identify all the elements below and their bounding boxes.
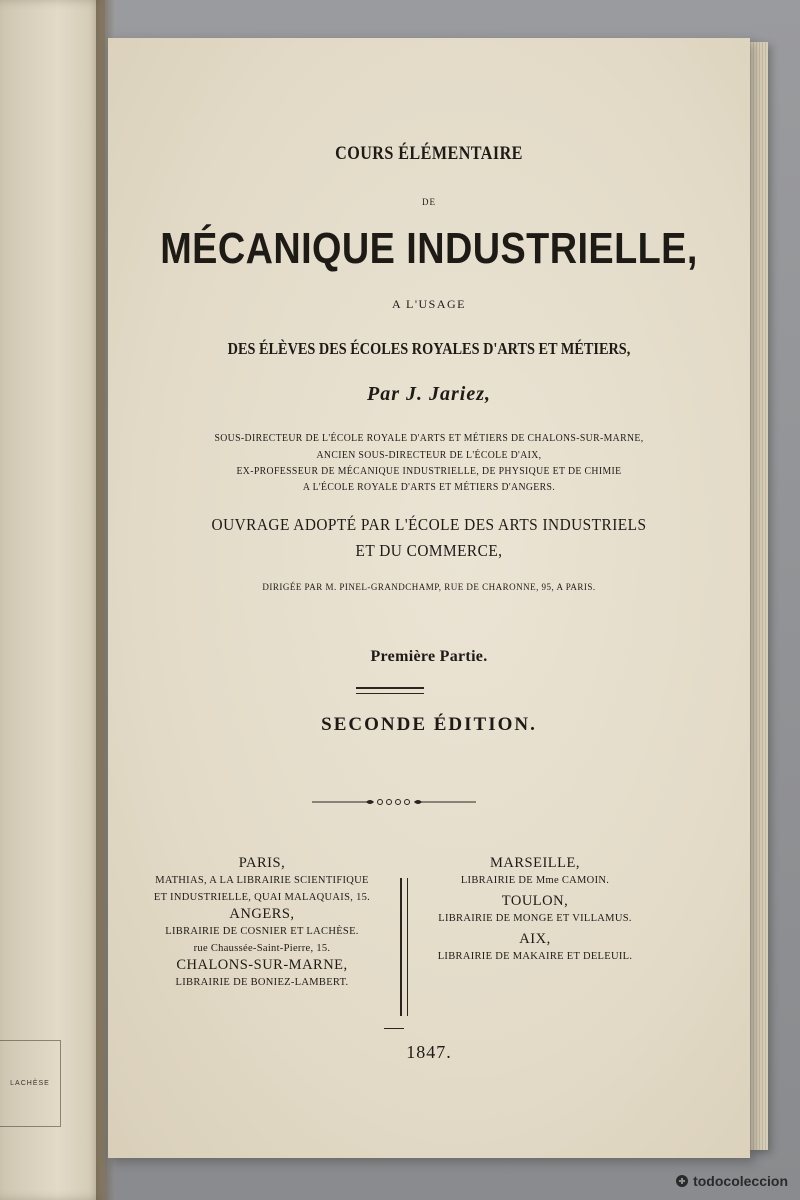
binder-stamp	[0, 1040, 61, 1127]
imprint-left-column	[128, 855, 396, 991]
double-rule-divider	[356, 687, 424, 694]
imprint-city: PARIS,	[238, 855, 286, 871]
imprint-column-divider	[400, 878, 408, 1016]
watermark	[675, 1173, 788, 1189]
author-credential: ANCIEN SOUS-DIRECTEUR DE L'ÉCOLE D'AIX,	[316, 450, 542, 461]
main-title: MÉCANIQUE INDUSTRIELLE,	[160, 224, 698, 273]
imprint-city: CHALONS-SUR-MARNE,	[176, 957, 348, 973]
ornamental-rule	[310, 796, 478, 808]
watermark-text: todocoleccion	[693, 1173, 788, 1189]
imprint-publisher: LIBRAIRIE DE MONGE ET VILLAMUS.	[438, 913, 632, 924]
imprint-city: AIX,	[519, 931, 551, 947]
binder-stamp-text: LACHÈSE	[10, 1080, 50, 1087]
imprint-publisher: LIBRAIRIE DE COSNIER ET LACHÈSE.	[165, 926, 359, 937]
usage-line: A L'USAGE	[392, 297, 466, 311]
page-edges	[748, 42, 768, 1150]
adoption-line-1: OUVRAGE ADOPTÉ PAR L'ÉCOLE DES ARTS INDUSTRIELS	[211, 515, 647, 534]
author-credential: SOUS-DIRECTEUR DE L'ÉCOLE ROYALE D'ARTS ET MÉTIERS DE CHALONS-SUR-MARNE,	[214, 433, 644, 444]
part-label: Première Partie.	[370, 648, 488, 665]
left-page	[0, 0, 105, 1200]
imprint-publisher: ET INDUSTRIELLE, QUAI MALAQUAIS, 15.	[153, 892, 371, 903]
edition-label: SECONDE ÉDITION.	[321, 714, 537, 735]
imprint-address: rue Chaussée-Saint-Pierre, 15.	[193, 943, 331, 954]
imprint-right-column	[410, 855, 660, 965]
imprint-city: TOULON,	[501, 893, 569, 909]
author-line: Par J. Jariez,	[367, 383, 491, 405]
direction-line: DIRIGÉE PAR M. PINEL-GRANDCHAMP, RUE DE CHARONNE, 95, A PARIS.	[262, 583, 596, 593]
imprint-publisher: MATHIAS, A LA LIBRAIRIE SCIENTIFIQUE	[155, 875, 369, 886]
author-credential: EX-PROFESSEUR DE MÉCANIQUE INDUSTRIELLE, DE PHYSIQUE ET DE CHIMIE	[236, 466, 622, 477]
show-through-text	[8, 575, 88, 598]
imprint-city: MARSEILLE,	[490, 855, 580, 871]
imprint-publisher: LIBRAIRIE DE BONIEZ-LAMBERT.	[175, 977, 349, 988]
imprint-publisher: LIBRAIRIE DE MAKAIRE ET DELEUIL.	[437, 951, 633, 962]
adoption-line-2: ET DU COMMERCE,	[355, 541, 503, 560]
todocoleccion-logo-icon	[675, 1174, 689, 1188]
audience-line: DES ÉLÈVES DES ÉCOLES ROYALES D'ARTS ET MÉTIERS,	[227, 339, 631, 358]
title-line-1: COURS ÉLÉMENTAIRE	[335, 143, 523, 164]
publication-year: 1847.	[406, 1042, 452, 1062]
imprint-publisher: LIBRAIRIE DE Mme CAMOIN.	[460, 875, 610, 886]
title-connector: DE	[422, 197, 436, 207]
imprint-city: ANGERS,	[229, 906, 295, 922]
short-rule	[384, 1028, 404, 1029]
author-credential: A L'ÉCOLE ROYALE D'ARTS ET MÉTIERS D'ANGERS.	[302, 482, 556, 493]
